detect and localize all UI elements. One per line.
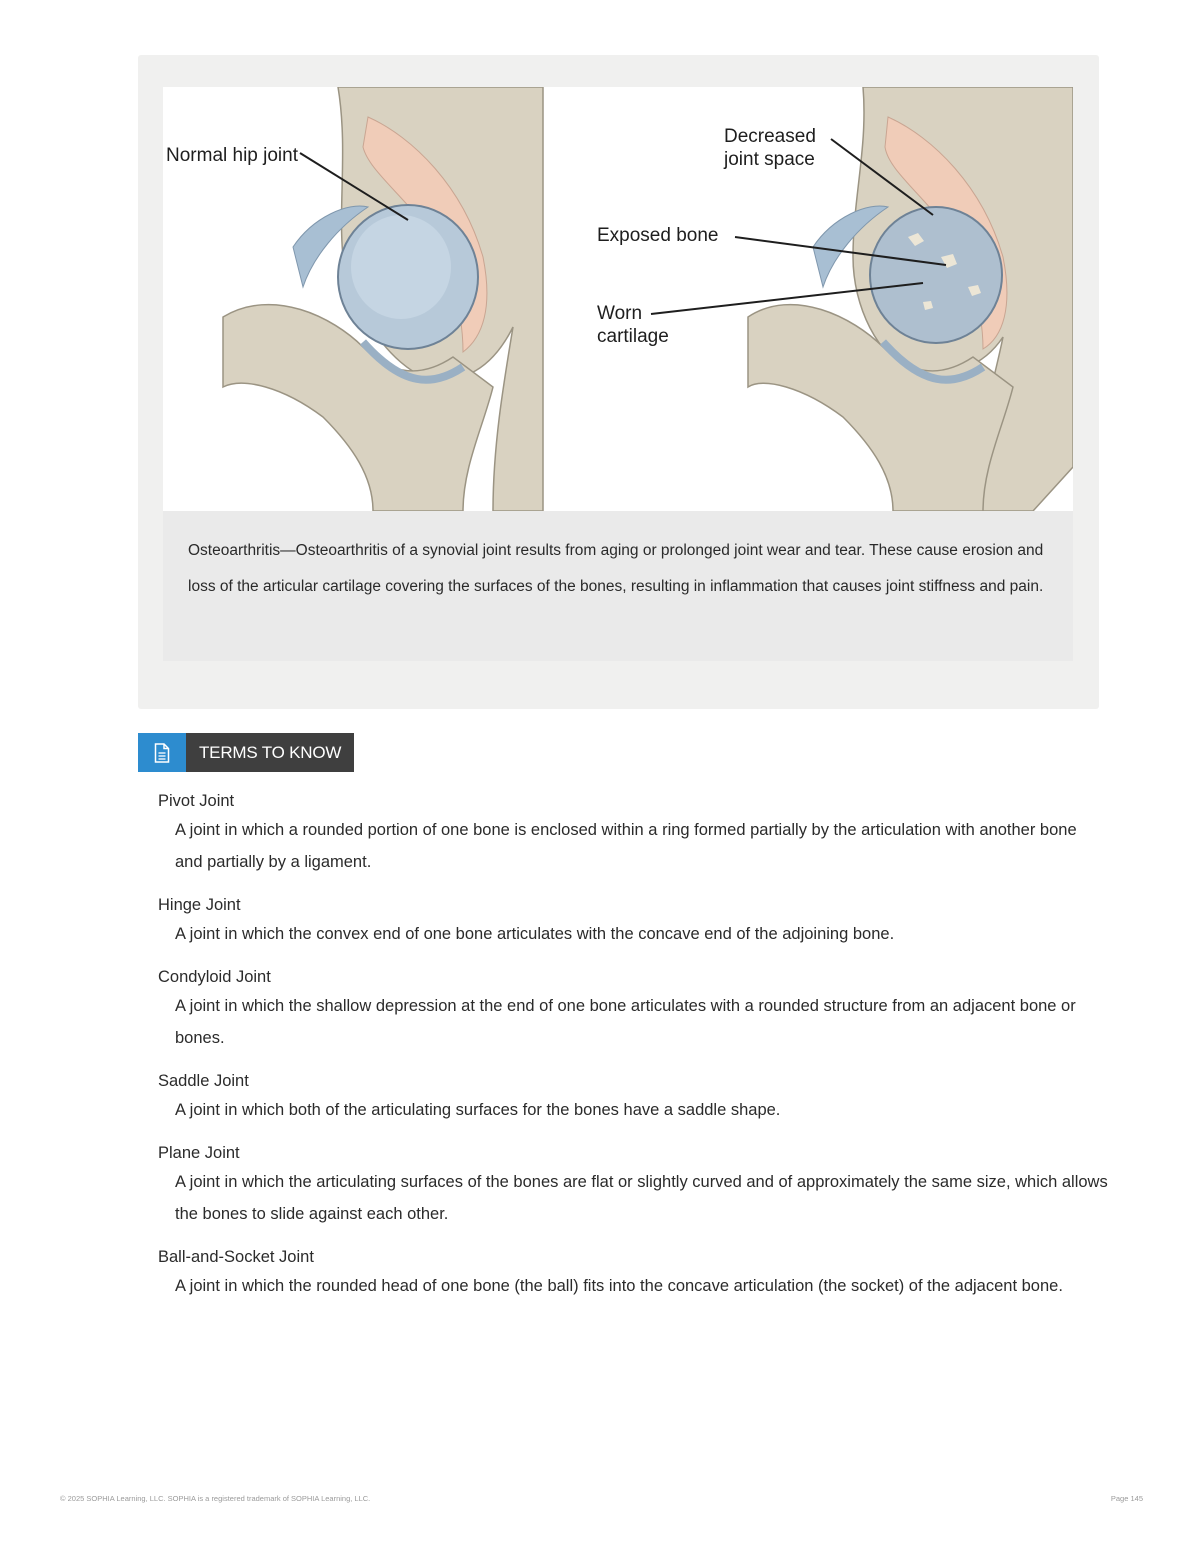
figure-panel <box>138 55 1099 709</box>
term-plane-joint <box>158 1140 1108 1230</box>
term-name: Saddle Joint <box>158 1072 249 1090</box>
hip-joint-illustration <box>163 87 1073 511</box>
term-definition: A joint in which the rounded head of one bone (the ball) fits into the concave articulation (the socket) of the adjacent bone. <box>175 1277 1063 1295</box>
worn-cartilage-label-line1: Worn <box>597 303 643 324</box>
term-definition: A joint in which the convex end of one bone articulates with the concave end of the adjoining bone. <box>175 925 895 943</box>
term-hinge-joint <box>158 892 1108 950</box>
term-definition: A joint in which a rounded portion of one bone is enclosed within a ring formed partially by the articulation with another bone and partially by a ligament. <box>175 821 1077 871</box>
term-pivot-joint <box>158 788 1108 878</box>
decreased-joint-space-label-line2: joint space <box>724 149 815 170</box>
footer-page-number: Page 145 <box>1110 1494 1143 1503</box>
footer-copyright: © 2025 SOPHIA Learning, LLC. SOPHIA is a registered trademark of SOPHIA Learning, LLC. <box>60 1494 371 1503</box>
normal-hip-joint-drawing <box>166 87 543 511</box>
worn-cartilage-label-line2: cartilage <box>597 326 669 347</box>
terms-to-know-header <box>138 733 354 772</box>
normal-hip-joint-label: Normal hip joint <box>166 145 298 166</box>
term-name: Plane Joint <box>158 1144 240 1162</box>
term-name: Pivot Joint <box>158 792 235 810</box>
terms-to-know-title: TERMS TO KNOW <box>186 733 354 772</box>
exposed-bone-label: Exposed bone <box>597 225 719 246</box>
term-name: Condyloid Joint <box>158 968 271 986</box>
osteoarthritis-hip-drawing <box>597 87 1073 511</box>
term-saddle-joint <box>158 1068 1108 1126</box>
figure-caption: Osteoarthritis—Osteoarthritis of a synovial joint results from aging or prolonged joint wear and tear. These cause erosion and loss of the articular cartilage covering the surfaces of the bones, resulting in inflammation that causes joint stiffness and pain. <box>188 542 1044 595</box>
decreased-joint-space-label-line1: Decreased <box>724 126 816 147</box>
document-icon <box>138 733 186 772</box>
term-name: Ball-and-Socket Joint <box>158 1248 314 1266</box>
term-definition: A joint in which the articulating surfaces of the bones are flat or slightly curved and of approximately the same size, which allows the bones to slide against each other. <box>175 1173 1108 1223</box>
terms-list <box>158 788 1108 1316</box>
term-definition: A joint in which both of the articulating surfaces for the bones have a saddle shape. <box>175 1101 781 1119</box>
term-name: Hinge Joint <box>158 896 241 914</box>
figure-caption-box <box>163 511 1073 661</box>
term-definition: A joint in which the shallow depression at the end of one bone articulates with a rounded structure from an adjacent bone or bones. <box>175 997 1076 1047</box>
hip-joint-diagram <box>163 87 1073 511</box>
term-condyloid-joint <box>158 964 1108 1054</box>
term-ball-and-socket-joint <box>158 1244 1108 1302</box>
